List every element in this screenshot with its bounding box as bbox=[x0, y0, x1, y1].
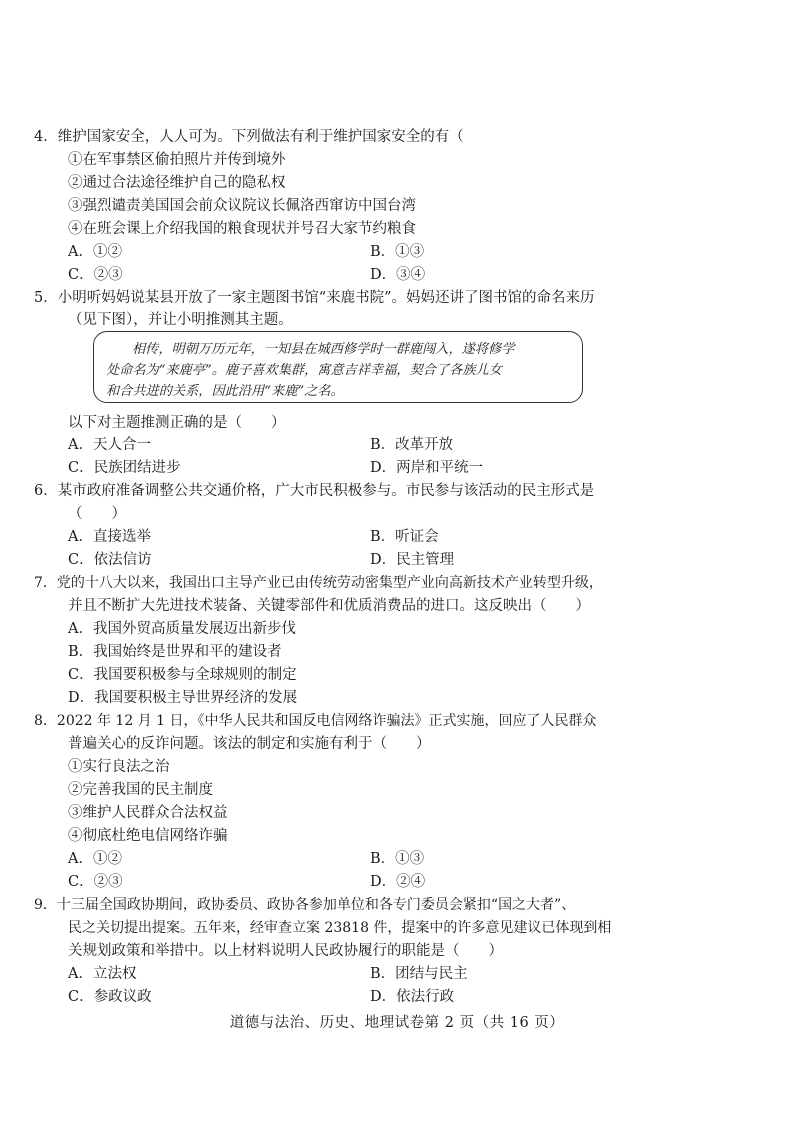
q6-stem-line-1: 6．某市政府准备调整公共交通价格，广大市民积极参与。市民参与该活动的民主形式是 bbox=[34, 483, 595, 499]
q6-option-d: D．民主管理 bbox=[370, 552, 455, 568]
q8-option-a: A．①② bbox=[68, 851, 122, 867]
q8-option-b: B．①③ bbox=[370, 851, 425, 867]
q9-option-d: D．依法行政 bbox=[370, 989, 455, 1005]
q5-option-b: B．改革开放 bbox=[370, 437, 454, 453]
q9-option-b: B．团结与民主 bbox=[370, 966, 468, 982]
q5-story-box bbox=[93, 331, 583, 403]
q8-stem-line-1: 8．2022 年 12 月 1 日，《中华人民共和国反电信网络诈骗法》正式实施，回应了人民群众 bbox=[34, 713, 597, 729]
q9-stem-line-1: 9．十三届全国政协期间，政协委员、政协各参加单位和各专门委员会紧扣“国之大者”、 bbox=[34, 897, 576, 913]
q5-story-line-1: 相传，明朝万历元年，一知县在城西修学时一群鹿闯入，遂将修学 bbox=[132, 342, 515, 357]
q7-option-c: C．我国要积极参与全球规则的制定 bbox=[68, 667, 297, 683]
page-footer: 道德与法治、历史、地理试卷第 2 页（共 16 页） bbox=[229, 1015, 565, 1031]
q7-option-b: B．我国始终是世界和平的建设者 bbox=[68, 644, 282, 660]
q4-option-c: C．②③ bbox=[68, 267, 123, 283]
q5-option-c: C．民族团结进步 bbox=[68, 460, 181, 476]
q9-stem-line-3: 关规划政策和举措中。以上材料说明人民政协履行的职能是（ ） bbox=[68, 943, 503, 959]
q9-option-a: A．立法权 bbox=[68, 966, 137, 982]
q4-option-d: D．③④ bbox=[370, 267, 426, 283]
q7-option-d: D．我国要积极主导世界经济的发展 bbox=[68, 690, 298, 706]
q8-option-d: D．②④ bbox=[370, 874, 426, 890]
q5-story-line-2: 处命名为“来鹿亭”。鹿子喜欢集群，寓意吉祥幸福，契合了各族儿女 bbox=[106, 363, 502, 378]
q6-option-a: A．直接选举 bbox=[68, 529, 151, 545]
q4-stem: 4．维护国家安全，人人可为。下列做法有利于维护国家安全的有（ bbox=[34, 129, 464, 145]
q4-option-a: A．①② bbox=[68, 244, 122, 260]
q8-statement-2: ②完善我国的民主制度 bbox=[68, 782, 213, 798]
q8-statement-1: ①实行良法之治 bbox=[68, 759, 170, 775]
q5-option-a: A．天人合一 bbox=[68, 437, 151, 453]
q5-stem-line-2: （见下图），并让小明推测其主题。 bbox=[68, 312, 293, 328]
q7-stem-line-1: 7．党的十八大以来，我国出口主导产业已由传统劳动密集型产业向高新技术产业转型升级， bbox=[34, 575, 603, 591]
q9-stem-line-2: 民之关切提出提案。五年来，经审查立案 23818 件，提案中的许多意见建议已体现到相 bbox=[68, 920, 612, 936]
q5-story-line-3: 和合共进的关系，因此沿用“来鹿”之名。 bbox=[106, 384, 344, 399]
q8-statement-3: ③维护人民群众合法权益 bbox=[68, 805, 228, 821]
q8-option-c: C．②③ bbox=[68, 874, 123, 890]
q7-option-a: A．我国外贸高质量发展迈出新步伐 bbox=[68, 621, 296, 637]
q4-statement-2: ②通过合法途径维护自己的隐私权 bbox=[68, 175, 286, 191]
q5-option-d: D．两岸和平统一 bbox=[370, 460, 484, 476]
q4-statement-4: ④在班会课上介绍我国的粮食现状并号召大家节约粮食 bbox=[68, 221, 416, 237]
q6-option-c: C．依法信访 bbox=[68, 552, 152, 568]
q5-stem-line-1: 5．小明听妈妈说某县开放了一家主题图书馆“来鹿书院”。妈妈还讲了图书馆的命名来历 bbox=[34, 290, 595, 306]
q4-statement-3: ③强烈谴责美国国会前众议院议长佩洛西窜访中国台湾 bbox=[68, 198, 416, 214]
q8-statement-4: ④彻底杜绝电信网络诈骗 bbox=[68, 828, 228, 844]
q6-option-b: B．听证会 bbox=[370, 529, 439, 545]
q4-statement-1: ①在军事禁区偷拍照片并传到境外 bbox=[68, 152, 286, 168]
q5-question: 以下对主题推测正确的是（ ） bbox=[68, 415, 286, 431]
q6-stem-line-2: （ ） bbox=[68, 506, 126, 522]
q7-stem-line-2: 并且不断扩大先进技术装备、关键零部件和优质消费品的进口。这反映出（ ） bbox=[68, 598, 590, 614]
q4-option-b: B．①③ bbox=[370, 244, 425, 260]
q8-stem-line-2: 普遍关心的反诈问题。该法的制定和实施有利于（ ） bbox=[68, 736, 431, 752]
q9-option-c: C．参政议政 bbox=[68, 989, 152, 1005]
